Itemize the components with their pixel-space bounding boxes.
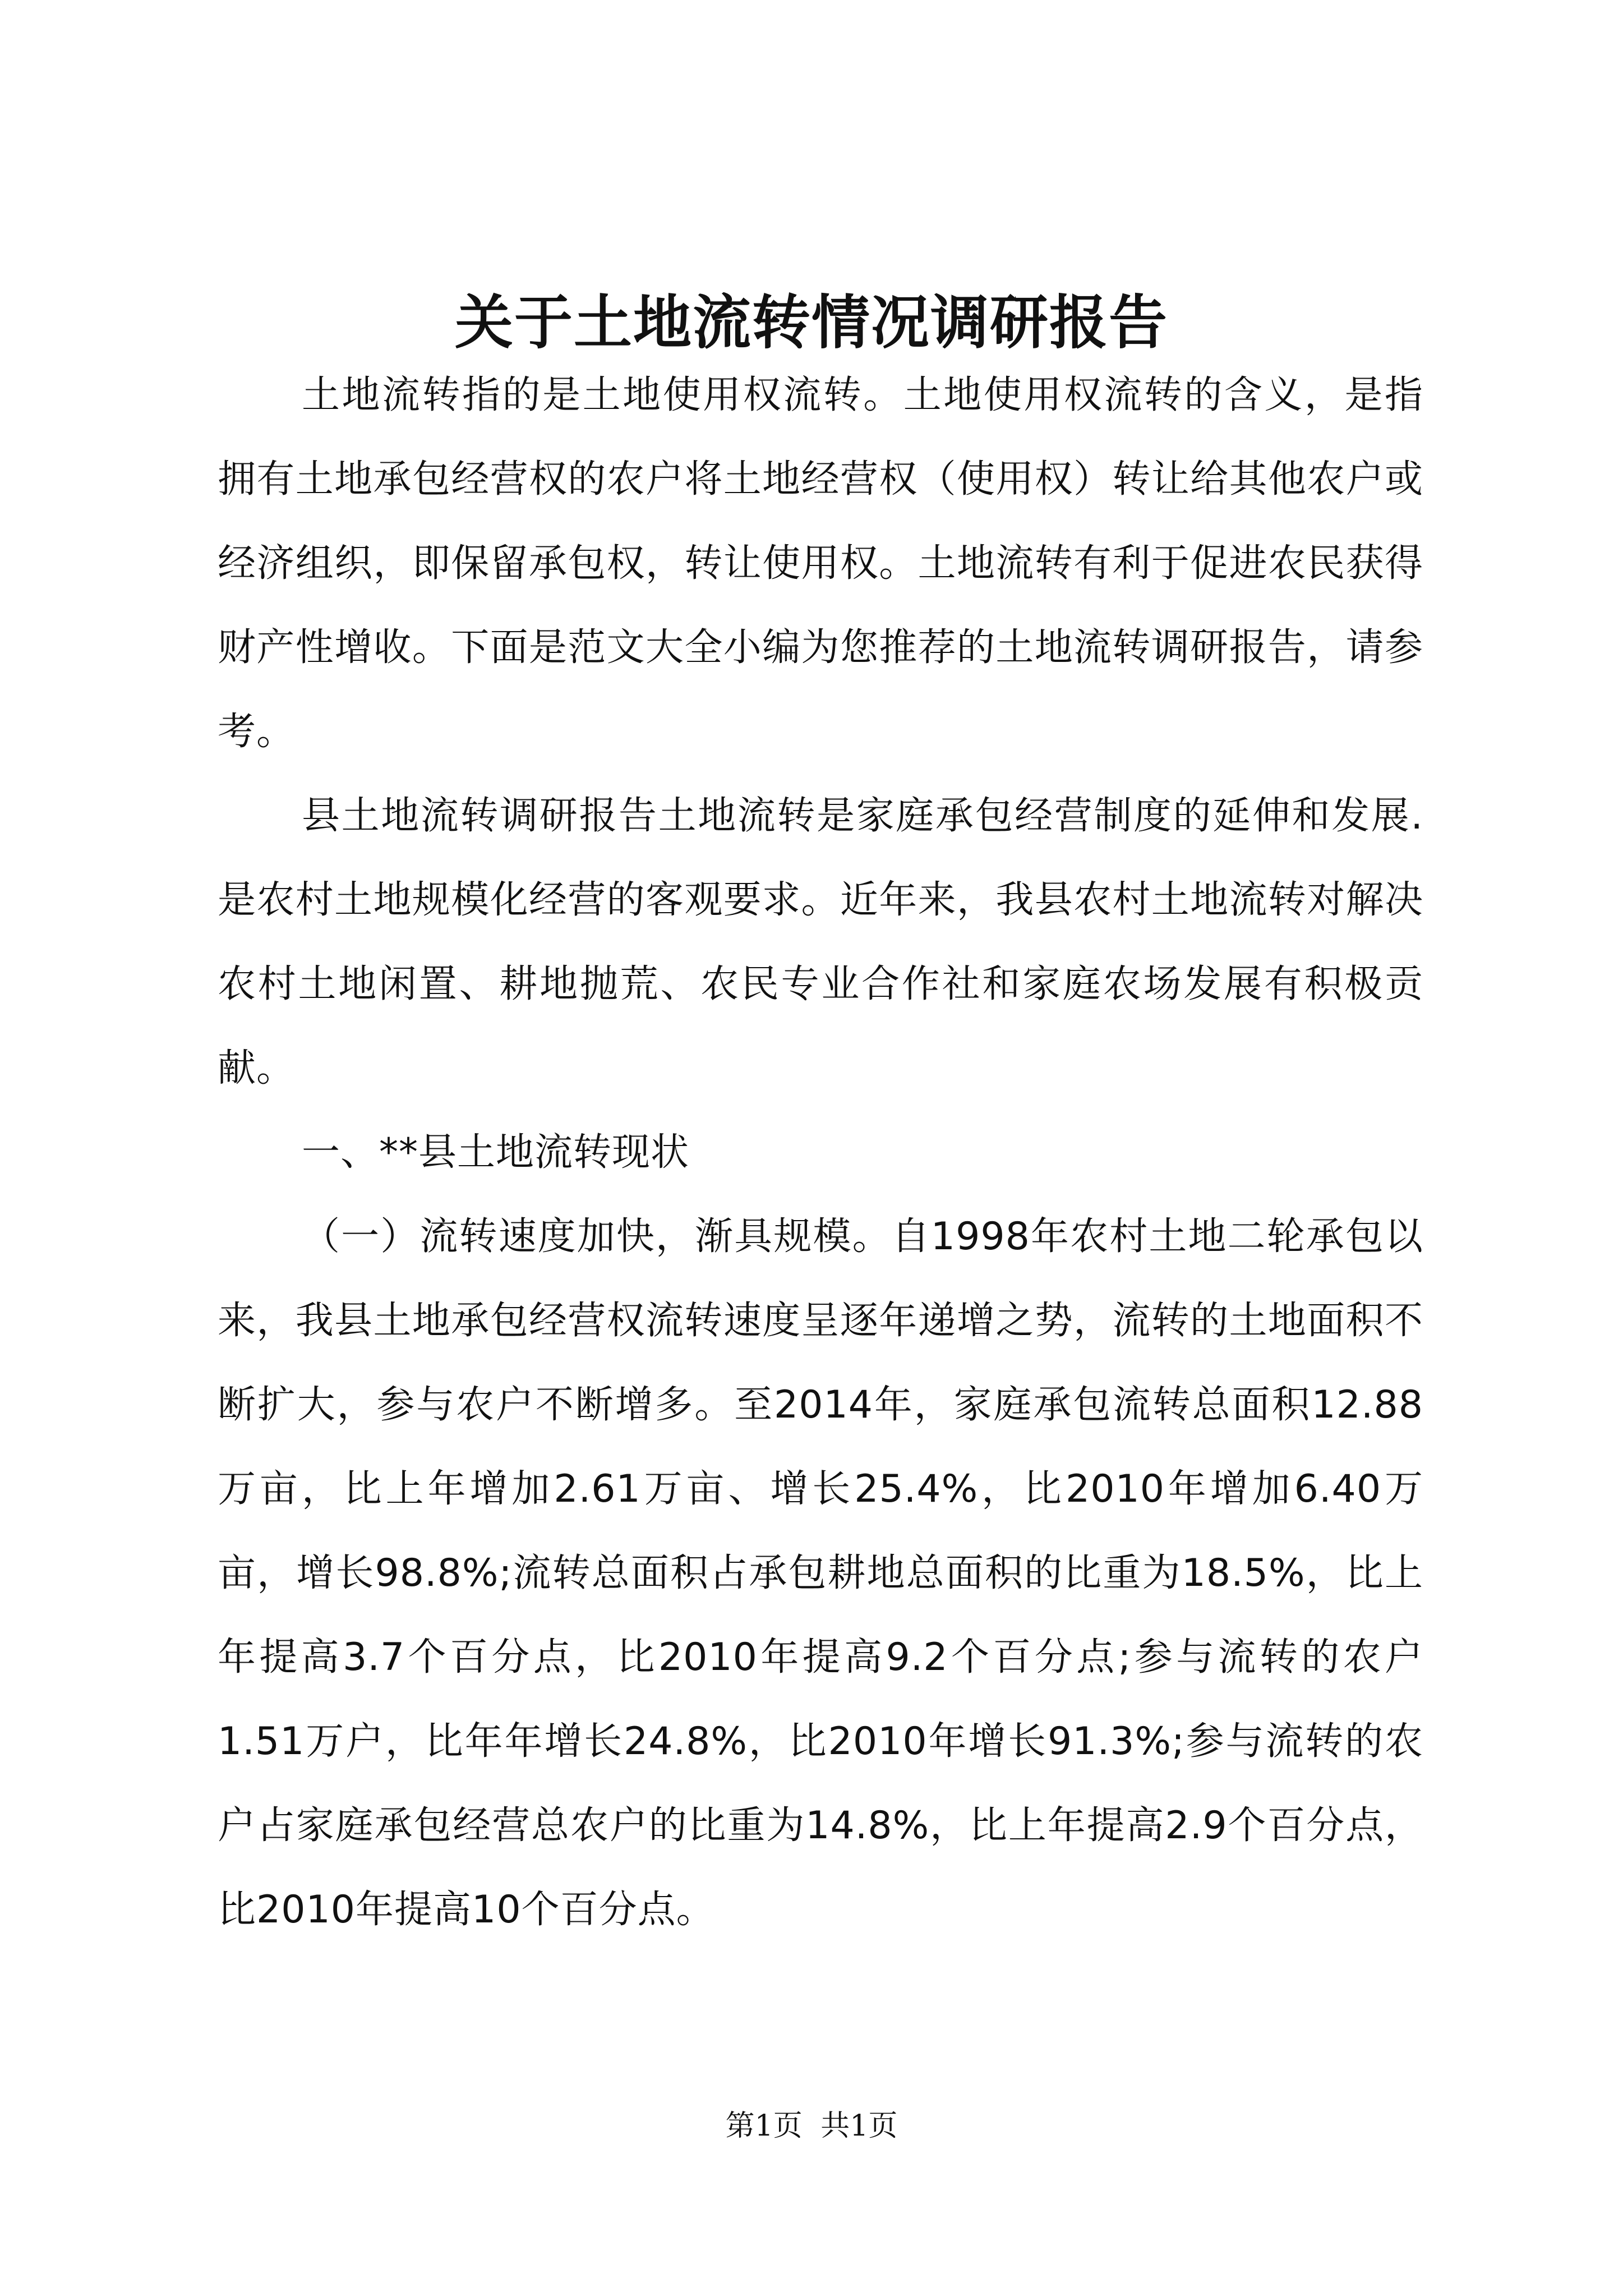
page-number: 第1页 <box>725 2109 803 2143</box>
document-title: 关于土地流转情况调研报告 <box>454 288 1168 357</box>
section-heading: 一、**县土地流转现状 <box>302 1130 690 1175</box>
document-body <box>218 353 1423 1952</box>
page-footer <box>0 2106 1623 2146</box>
total-pages: 共1页 <box>820 2109 898 2143</box>
background-paragraph: 县土地流转调研报告土地流转是家庭承包经营制度的延伸和发展.是农村土地规模化经营的客观要求。近年来，我县农村土地流转对解决农村土地闲置、耕地抛荒、农民专业合作社和家庭农场发展有积极贡献。 <box>218 794 1423 1091</box>
intro-paragraph: 土地流转指的是土地使用权流转。土地使用权流转的含义，是指拥有土地承包经营权的农户将土地经营权（使用权）转让给其他农户或经济组织，即保留承包权，转让使用权。土地流转有利于促进农民获得财产性增收。下面是范文大全小编为您推荐的土地流转调研报告，请参考。 <box>218 373 1423 754</box>
status-paragraph: （一）流转速度加快，渐具规模。自1998年农村土地二轮承包以来，我县土地承包经营权流转速度呈逐年递增之势，流转的土地面积不断扩大，参与农户不断增多。至2014年，家庭承包流转总面积12.88万亩，比上年增加2.61万亩、增长25.4%，比2010年增加6.40万亩，增长98.8%;流转总面积占承包耕地总面积的比重为18.5%，比上年提高3.7个百分点，比2010年提高9.2个百分点;参与流转的农户1.51万户，比年年增长24.8%，比2010年增长91.3%;参与流转的农户占家庭承包经营总农户的比重为14.8%，比上年提高2.9个百分点，比2010年提高10个百分点。 <box>218 1214 1423 1932</box>
